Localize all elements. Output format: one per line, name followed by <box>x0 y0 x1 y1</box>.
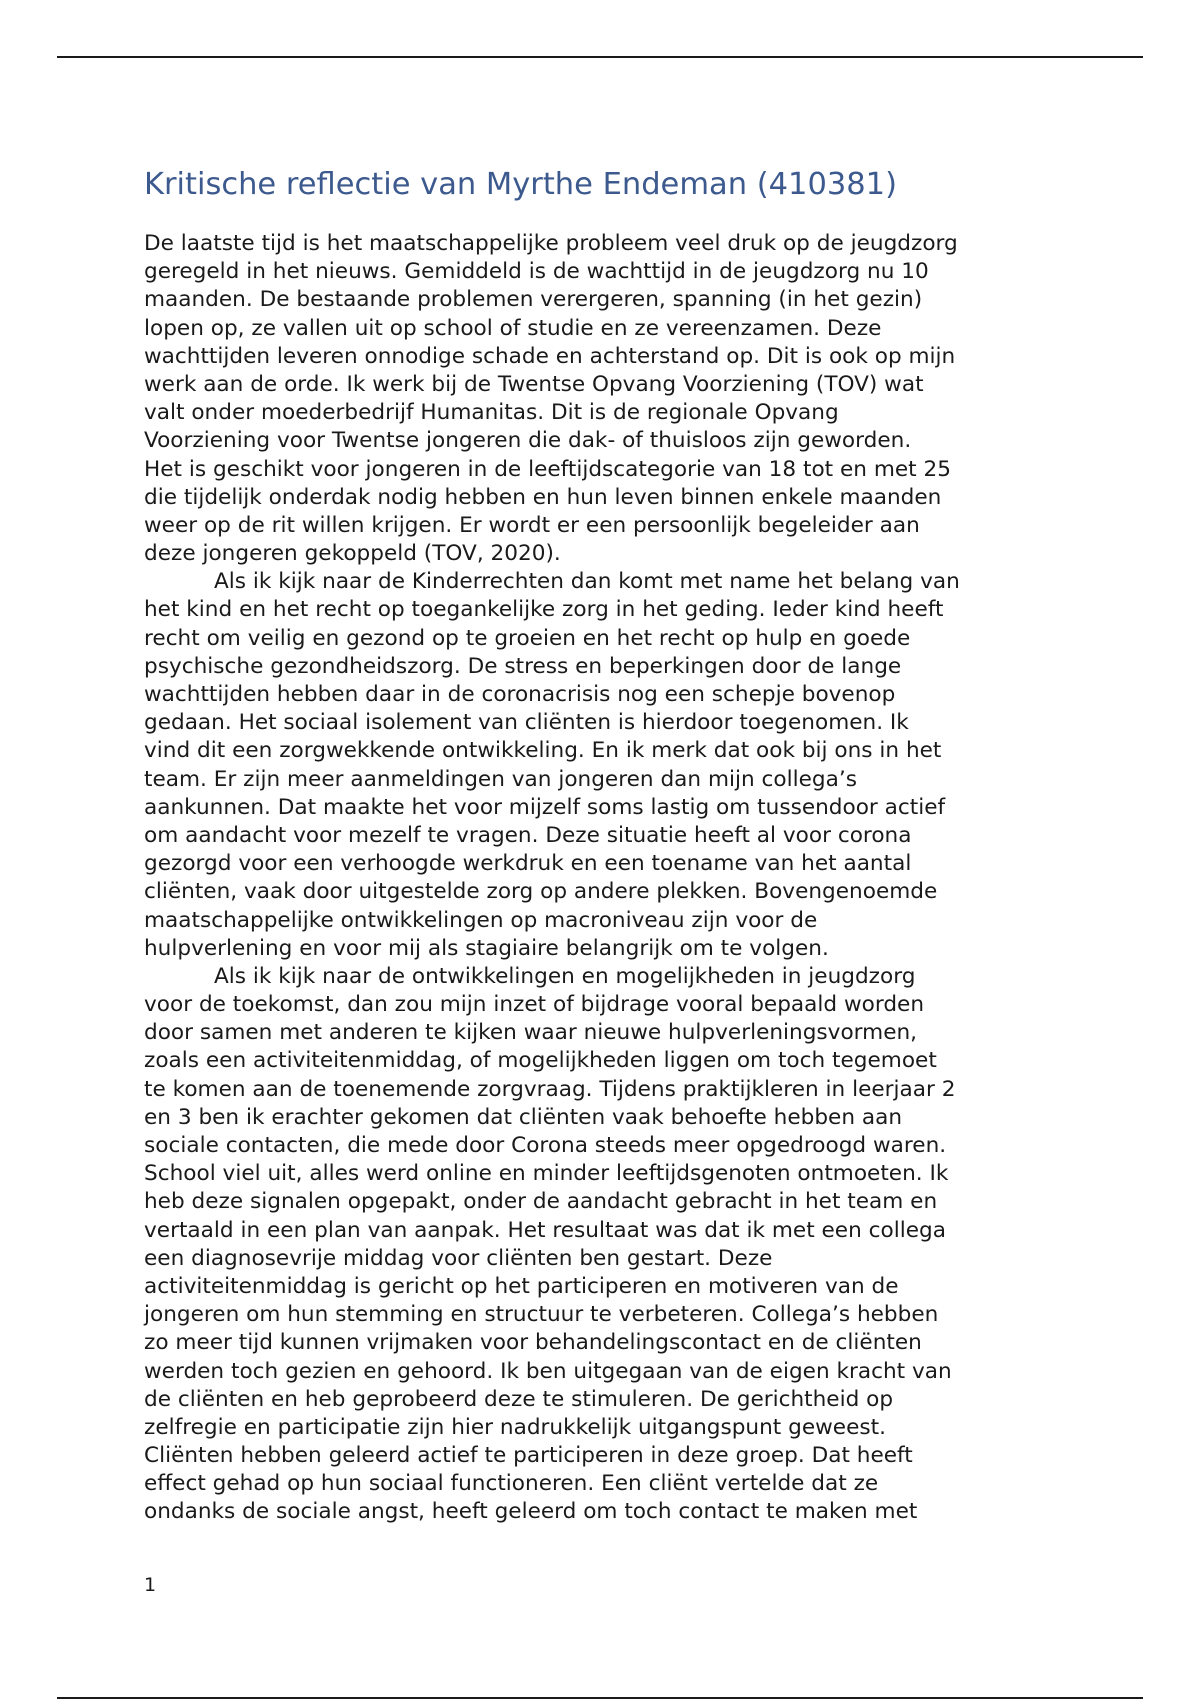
body-text-line: recht om veilig en gezond op te groeien en het recht op hulp en goede <box>144 625 911 651</box>
body-text-line: ondanks de sociale angst, heeft geleerd om toch contact te maken met <box>144 1499 918 1525</box>
body-text-line: zelfregie en participatie zijn hier nadrukkelijk uitgangspunt geweest. <box>144 1414 886 1440</box>
body-text-line: hulpverlening en voor mij als stagiaire belangrijk om te volgen. <box>144 935 829 961</box>
body-text-line: te komen aan de toenemende zorgvraag. Tijdens praktijkleren in leerjaar 2 <box>144 1076 956 1102</box>
document-title: Kritische reflectie van Myrthe Endeman (410381) <box>144 167 897 202</box>
body-text-line: heb deze signalen opgepakt, onder de aandacht gebracht in het team en <box>144 1189 938 1215</box>
body-text-line: lopen op, ze vallen uit op school of studie en ze vereenzamen. Deze <box>144 315 882 341</box>
body-text-line: deze jongeren gekoppeld (TOV, 2020). <box>144 541 561 567</box>
body-text-line: vind dit een zorgwekkende ontwikkeling. En ik merk dat ook bij ons in het <box>144 738 942 764</box>
body-text-line: geregeld in het nieuws. Gemiddeld is de wachttijd in de jeugdzorg nu 10 <box>144 259 929 285</box>
body-text-line: maatschappelijke ontwikkelingen op macroniveau zijn voor de <box>144 907 818 933</box>
body-text-line: effect gehad op hun sociaal functioneren. Een cliënt vertelde dat ze <box>144 1471 879 1497</box>
body-text-line: wachttijden hebben daar in de coronacrisis nog een schepje bovenop <box>144 682 896 707</box>
body-text-line: vertaald in een plan van aanpak. Het resultaat was dat ik met een collega <box>144 1217 946 1243</box>
body-text-line: zo meer tijd kunnen vrijmaken voor behandelingscontact en de cliënten <box>144 1330 922 1356</box>
body-text-line: het kind en het recht op toegankelijke zorg in het geding. Ieder kind heeft <box>144 597 944 623</box>
body-text-line: een diagnosevrije middag voor cliënten ben gestart. Deze <box>144 1245 773 1271</box>
body-text-line: Als ik kijk naar de ontwikkelingen en mogelijkheden in jeugdzorg <box>214 963 916 989</box>
page-number: 1 <box>144 1574 157 1596</box>
body-text-line: cliënten, vaak door uitgestelde zorg op andere plekken. Bovengenoemde <box>144 879 938 905</box>
body-text-line: gedaan. Het sociaal isolement van cliënten is hierdoor toegenomen. Ik <box>144 710 909 736</box>
body-text-line: valt onder moederbedrijf Humanitas. Dit is de regionale Opvang <box>144 400 839 426</box>
body-text-line: door samen met anderen te kijken waar nieuwe hulpverleningsvormen, <box>144 1020 918 1046</box>
body-text-line: Voorziening voor Twentse jongeren die dak- of thuisloos zijn geworden. <box>144 428 912 454</box>
body-text-line: de cliënten en heb geprobeerd deze te stimuleren. De gerichtheid op <box>144 1386 894 1412</box>
body-text-line: werk aan de orde. Ik werk bij de Twentse Opvang Voorziening (TOV) wat <box>144 371 924 397</box>
body-text-line: voor de toekomst, dan zou mijn inzet of bijdrage vooral bepaald worden <box>144 992 925 1018</box>
body-text-line: team. Er zijn meer aanmeldingen van jongeren dan mijn collega’s <box>144 766 857 792</box>
header-rule <box>57 56 1143 58</box>
body-text-line: maanden. De bestaande problemen verergeren, spanning (in het gezin) <box>144 287 923 313</box>
footer-rule <box>57 1697 1143 1699</box>
body-text-line: die tijdelijk onderdak nodig hebben en hun leven binnen enkele maanden <box>144 484 942 510</box>
body-text-line: om aandacht voor mezelf te vragen. Deze situatie heeft al voor corona <box>144 822 912 848</box>
body-text-line: Cliënten hebben geleerd actief te participeren in deze groep. Dat heeft <box>144 1443 913 1469</box>
body-text-line: aankunnen. Dat maakte het voor mijzelf soms lastig om tussendoor actief <box>144 794 946 820</box>
body-text-line: weer op de rit willen krijgen. Er wordt er een persoonlijk begeleider aan <box>144 512 920 538</box>
body-text-line: School viel uit, alles werd online en minder leeftijdsgenoten ontmoeten. Ik <box>144 1161 949 1187</box>
body-text-line: activiteitenmiddag is gericht op het participeren en motiveren van de <box>144 1273 899 1299</box>
body-text-line: wachttijden leveren onnodige schade en achterstand op. Dit is ook op mijn <box>144 343 956 369</box>
body-text <box>144 230 1064 1527</box>
body-text-line: psychische gezondheidszorg. De stress en beperkingen door de lange <box>144 653 902 679</box>
body-text-line: en 3 ben ik erachter gekomen dat cliënten vaak behoefte hebben aan <box>144 1104 903 1130</box>
body-text-line: zoals een activiteitenmiddag, of mogelijkheden liggen om toch tegemoet <box>144 1048 937 1074</box>
body-text-line: Als ik kijk naar de Kinderrechten dan komt met name het belang van <box>214 569 960 595</box>
body-text-line: De laatste tijd is het maatschappelijke probleem veel druk op de jeugdzorg <box>144 231 958 256</box>
body-text-line: gezorgd voor een verhoogde werkdruk en een toename van het aantal <box>144 851 912 877</box>
body-text-line: Het is geschikt voor jongeren in de leeftijdscategorie van 18 tot en met 25 <box>144 456 951 482</box>
body-text-line: werden toch gezien en gehoord. Ik ben uitgegaan van de eigen kracht van <box>144 1358 952 1384</box>
body-text-line: sociale contacten, die mede door Corona steeds meer opgedroogd waren. <box>144 1133 947 1158</box>
body-text-line: jongeren om hun stemming en structuur te verbeteren. Collega’s hebben <box>144 1302 939 1328</box>
